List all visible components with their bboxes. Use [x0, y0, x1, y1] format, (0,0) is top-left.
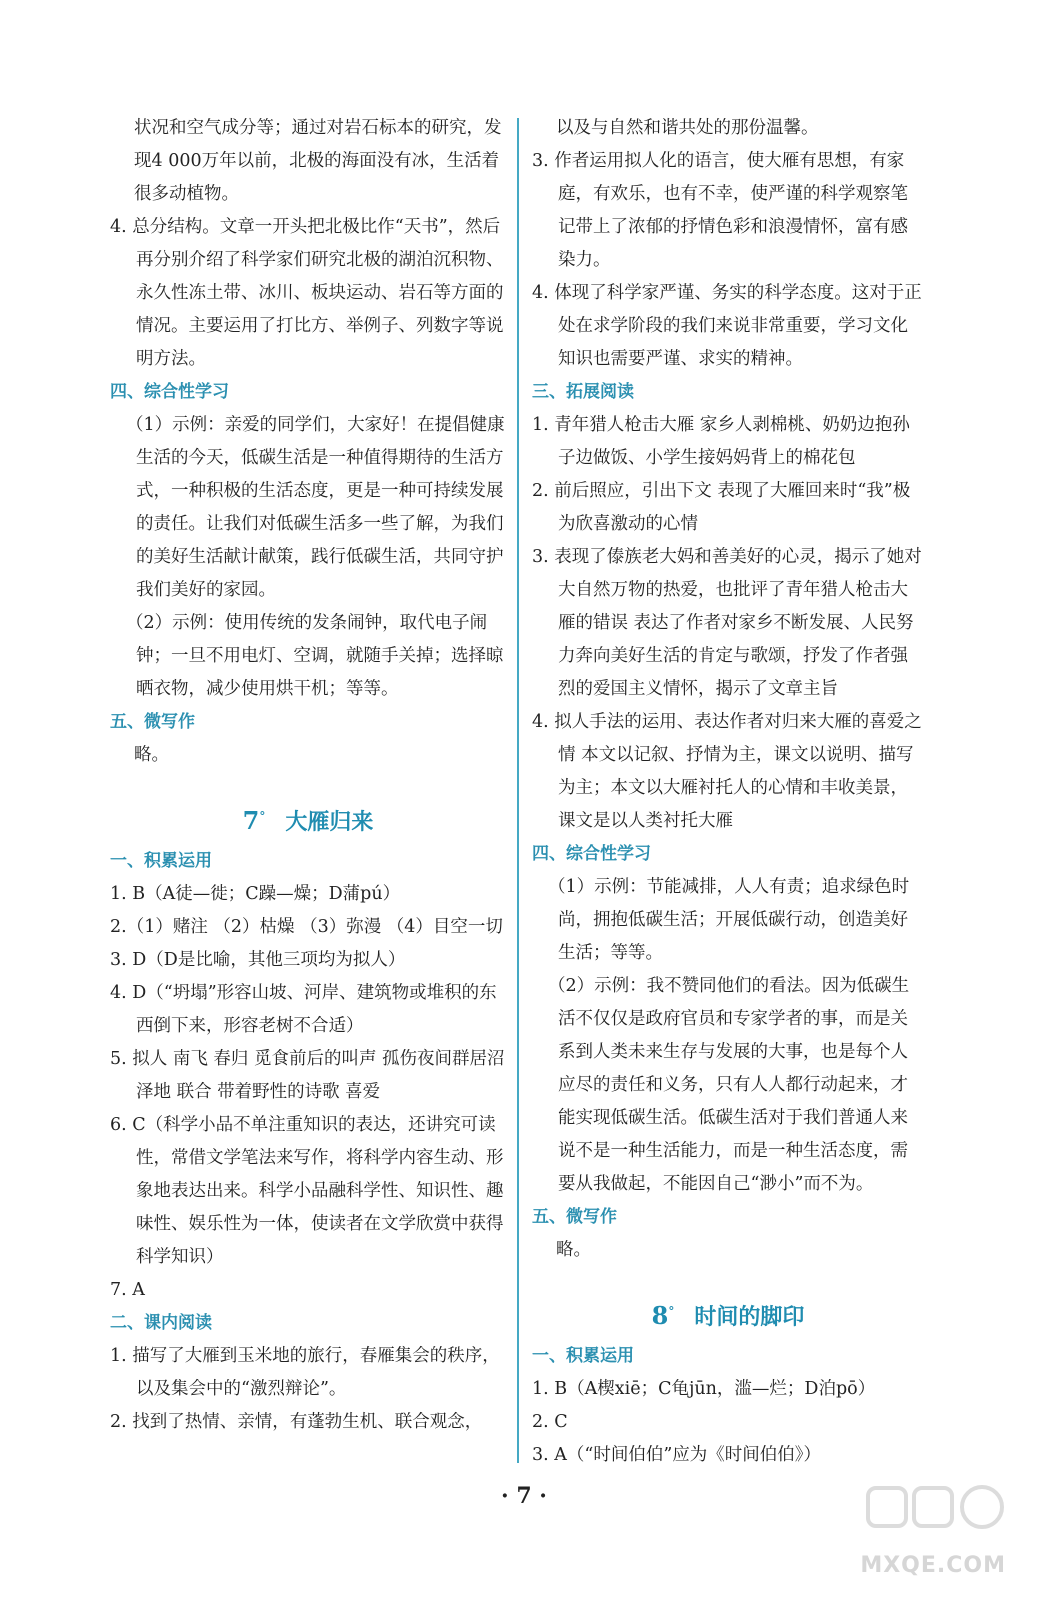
answer-item: 2. 前后照应，引出下文 表现了大雁回来时“我”极为欣喜激动的心情 — [532, 481, 911, 534]
answer-item: （1）示例：亲爱的同学们，大家好！在提倡健康生活的今天，低碳生活是一种值得期待的生活方式，一种积极的生活态度，更是一种可持续发展的责任。让我们对低碳生活多一些了解，为我们的美好生活献计献策，践行低碳生活，共同守护我们美好的家园。 — [126, 415, 505, 600]
answer-item: 3. D（D是比喻，其他三项均为拟人） — [110, 950, 406, 970]
paragraph: 以及与自然和谐共处的那份温馨。 — [556, 118, 819, 138]
watermark-text: MXQE.COM — [860, 1553, 1006, 1578]
answer-item: 4. 体现了科学家严谨、务实的科学态度。这对于正处在求学阶段的我们来说非常重要，学习文化知识也需要严谨、求实的精神。 — [532, 283, 922, 369]
answer-item: 6. C（科学小品不单注重知识的表达，还讲究可读性，常借文学笔法来写作，将科学内容生动、形象地表达出来。科学小品融科学性、知识性、趣味性、娱乐性为一体，使读者在文学欣赏中获得科学知识） — [110, 1115, 504, 1267]
section-heading: 一、积累运用 — [532, 1346, 634, 1366]
answer-item: 1. 描写了大雁到玉米地的旅行，春雁集会的秩序，以及集会中的“激烈辩论”。 — [110, 1346, 500, 1399]
section-heading: 五、微写作 — [532, 1207, 617, 1227]
answer-item: 1. 青年猎人枪击大雁 家乡人剥棉桃、奶奶边抱孙子边做饭、小学生接妈妈背上的棉花包 — [532, 415, 910, 468]
answer-item: 5. 拟人 南飞 春归 觅食前后的叫声 孤伤夜间群居沼泽地 联合 带着野性的诗歌 喜爱 — [110, 1049, 505, 1102]
answer-item: 1. B（A徒—徙；C躁—燥；D蒲pú） — [110, 884, 401, 904]
answer-item: 略。 — [134, 745, 169, 765]
answer-item: 2. 找到了热情、亲情，有蓬勃生机、联合观念， — [110, 1412, 483, 1432]
answer-item: （2）示例：使用传统的发条闹钟，取代电子闹钟；一旦不用电灯、空调，就随手关掉；选择晾晒衣物，减少使用烘干机；等等。 — [126, 613, 504, 699]
answer-item: 4. 拟人手法的运用、表达作者对归来大雁的喜爱之情 本文以记叙、抒情为主，课文以说明、描写为主；本文以大雁衬托人的心情和丰收美景，课文是以人类衬托大雁 — [532, 712, 922, 831]
lesson-title — [532, 1295, 924, 1334]
section-heading: 四、综合性学习 — [110, 382, 229, 402]
lesson-name: 时间的脚印 — [694, 1304, 805, 1330]
lesson-number: 7° — [242, 806, 266, 835]
lesson-name: 大雁归来 — [285, 809, 374, 835]
answer-item: 2.（1）赌注 （2）枯燥 （3）弥漫 （4）目空一切 — [110, 917, 503, 937]
answer-item: 略。 — [556, 1240, 591, 1260]
column-divider — [517, 118, 519, 1463]
answer-item: （1）示例：节能减排，人人有责；追求绿色时尚，拥抱低碳生活；开展低碳行动，创造美好生活；等等。 — [548, 877, 910, 963]
section-heading: 三、拓展阅读 — [532, 382, 634, 402]
answer-item: 2. C — [532, 1412, 568, 1432]
answer-item: 3. A（“时间伯伯”应为《时间伯伯》） — [532, 1445, 822, 1465]
lesson-number: 8° — [651, 1301, 675, 1330]
answer-item: 4. 总分结构。文章一开头把北极比作“天书”，然后再分别介绍了科学家们研究北极的湖泊沉积物、永久性冻土带、冰川、板块运动、岩石等方面的情况。主要运用了打比方、举例子、列数字等说明方法。 — [110, 217, 504, 369]
answer-item: 4. D（“坍塌”形容山坡、河岸、建筑物或堆积的东西倒下来，形容老树不合适） — [110, 983, 497, 1036]
section-heading: 二、课内阅读 — [110, 1313, 212, 1333]
left-column — [110, 112, 506, 1439]
paragraph: 状况和空气成分等；通过对岩石标本的研究，发现4 000万年以前，北极的海面没有冰，生活着很多动植物。 — [134, 118, 502, 204]
answer-item: 1. B（A楔xiē；C龟jūn，滥—烂；D泊pō） — [532, 1379, 876, 1399]
answer-item: 3. 作者运用拟人化的语言，使大雁有思想，有家庭，有欢乐，也有不幸，使严谨的科学观察笔记带上了浓郁的抒情色彩和浪漫情怀，富有感染力。 — [532, 151, 908, 270]
answer-item: （2）示例：我不赞同他们的看法。因为低碳生活不仅仅是政府官员和专家学者的事，而是关系到人类未来生存与发展的大事，也是每个人应尽的责任和义务，只有人人都行动起来，才能实现低碳生活。低碳生活对于我们普通人来说不是一种生活能力，而是一种生活态度，需要从我做起，不能因自己“渺小”而不为。 — [548, 976, 910, 1194]
section-heading: 一、积累运用 — [110, 851, 212, 871]
section-heading: 五、微写作 — [110, 712, 195, 732]
answer-item: 3. 表现了傣族老大妈和善美好的心灵，揭示了她对大自然万物的热爱，也批评了青年猎人枪击大雁的错误 表达了作者对家乡不断发展、人民努力奔向美好生活的肯定与歌颂，抒发了作者强烈的爱国主义情怀，揭示了文章主旨 — [532, 547, 922, 699]
answer-item: 7. A — [110, 1280, 145, 1300]
right-column — [532, 112, 924, 1472]
section-heading: 四、综合性学习 — [532, 844, 651, 864]
lesson-title — [110, 800, 506, 839]
page-number: · 7 · — [501, 1483, 547, 1509]
